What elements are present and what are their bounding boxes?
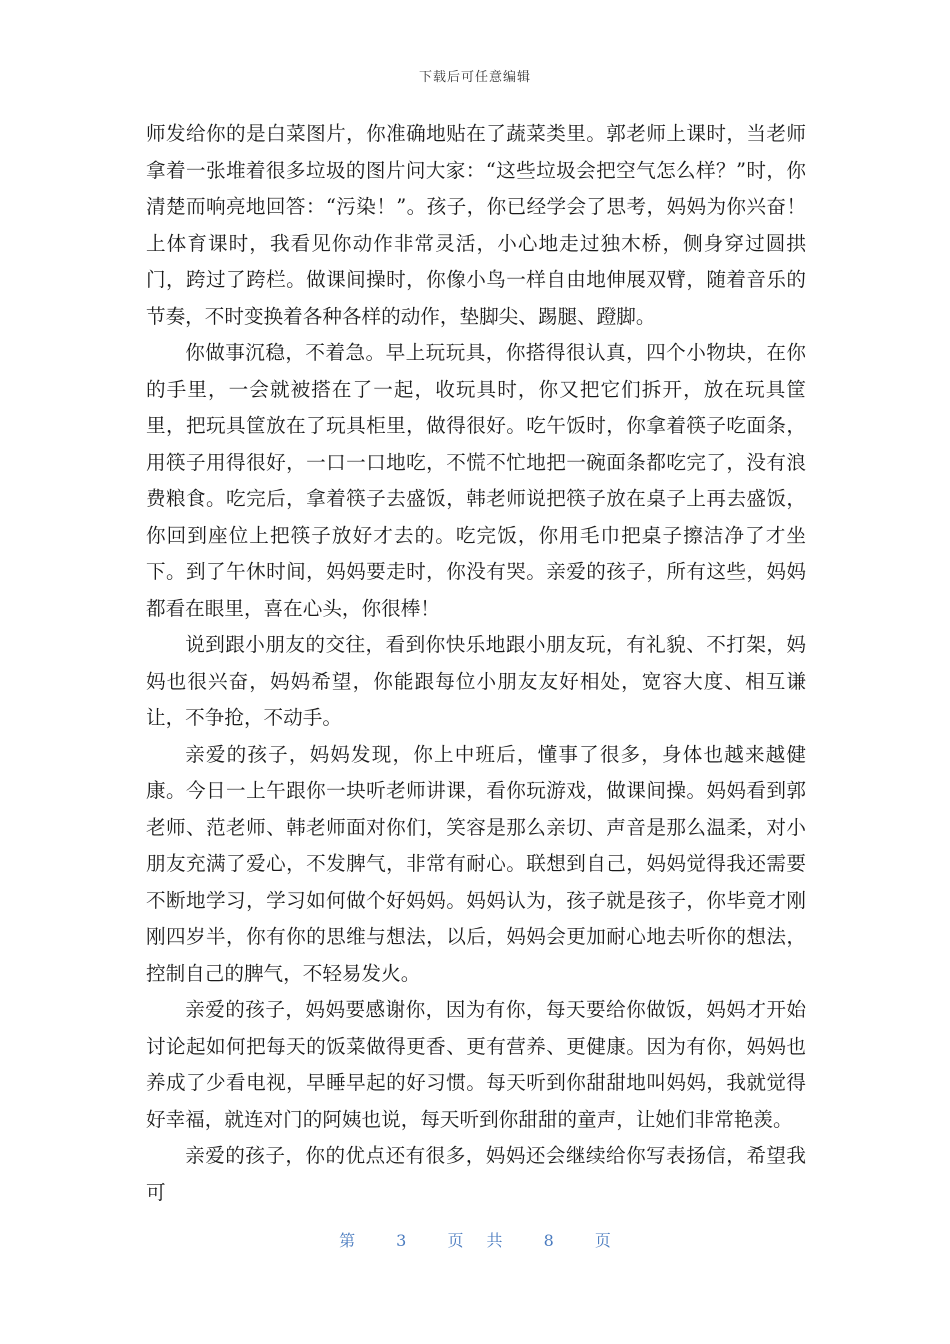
page-footer xyxy=(0,1228,950,1251)
paragraph-1: 师发给你的是白菜图片，你准确地贴在了蔬菜类里。郭老师上课时，当老师拿着一张堆着很多垃圾的图片问大家：“这些垃圾会把空气怎么样？”时，你清楚而响亮地回答：“污染！”。孩子，你已经学会了思考，妈妈为你兴奋！上体育课时，我看见你动作非常灵活，小心地走过独木桥，侧身穿过圆拱门，跨过了跨栏。做课间操时，你像小鸟一样自由地伸展双臂，随着音乐的节奏，不时变换着各种各样的动作，垫脚尖、踢腿、蹬脚。 xyxy=(146,122,806,328)
current-page-number: 3 xyxy=(396,1231,407,1250)
footer-label-ye: 页 xyxy=(594,1231,611,1250)
paragraph-4: 亲爱的孩子，妈妈发现，你上中班后，懂事了很多，身体也越来越健康。今日一上午跟你一块听老师讲课，看你玩游戏，做课间操。妈妈看到郭老师、范老师、韩老师面对你们，笑容是那么亲切、声音是那么温柔，对小朋友充满了爱心，不发脾气，非常有耐心。联想到自己，妈妈觉得我还需要不断地学习，学习如何做个好妈妈。妈妈认为，孩子就是孩子，你毕竟才刚刚四岁半，你有你的思维与想法，以后，妈妈会更加耐心地去听你的想法，控制自己的脾气，不轻易发火。 xyxy=(146,742,806,985)
page-header: 下载后可任意编辑 xyxy=(418,70,531,85)
paragraph-2: 你做事沉稳，不着急。早上玩玩具，你搭得很认真，四个小物块，在你的手里，一会就被搭在了一起，收玩具时，你又把它们拆开，放在玩具筐里，把玩具筐放在了玩具柜里，做得很好。吃午饭时，你拿着筷子吃面条，用筷子用得很好，一口一口地吃，不慌不忙地把一碗面条都吃完了，没有浪费粮食。吃完后，拿着筷子去盛饭，韩老师说把筷子放在桌子上再去盛饭，你回到座位上把筷子放好才去的。吃完饭，你用毛巾把桌子擦洁净了才坐下。到了午休时间，妈妈要走时，你没有哭。亲爱的孩子，所有这些，妈妈都看在眼里，喜在心头，你很棒！ xyxy=(146,341,806,620)
document-body xyxy=(146,116,806,1211)
paragraph-5: 亲爱的孩子，妈妈要感谢你，因为有你，每天要给你做饭，妈妈才开始讨论起如何把每天的饭菜做得更香、更有营养、更健康。因为有你，妈妈也养成了少看电视，早睡早起的好习惯。每天听到你甜甜地叫妈妈，我就觉得好幸福，就连对门的阿姨也说，每天听到你甜甜的童声，让她们非常艳羡。 xyxy=(146,998,806,1131)
paragraph-3: 说到跟小朋友的交往，看到你快乐地跟小朋友玩，有礼貌、不打架，妈妈也很兴奋，妈妈希望，你能跟每位小朋友友好相处，宽容大度、相互谦让，不争抢，不动手。 xyxy=(146,633,806,729)
paragraph-6: 亲爱的孩子，你的优点还有很多，妈妈还会继续给你写表扬信，希望我可 xyxy=(146,1144,806,1204)
total-pages-number: 8 xyxy=(543,1231,554,1250)
footer-label-di: 第 xyxy=(339,1231,356,1250)
footer-label-ye-gong: 页 共 xyxy=(447,1231,503,1250)
